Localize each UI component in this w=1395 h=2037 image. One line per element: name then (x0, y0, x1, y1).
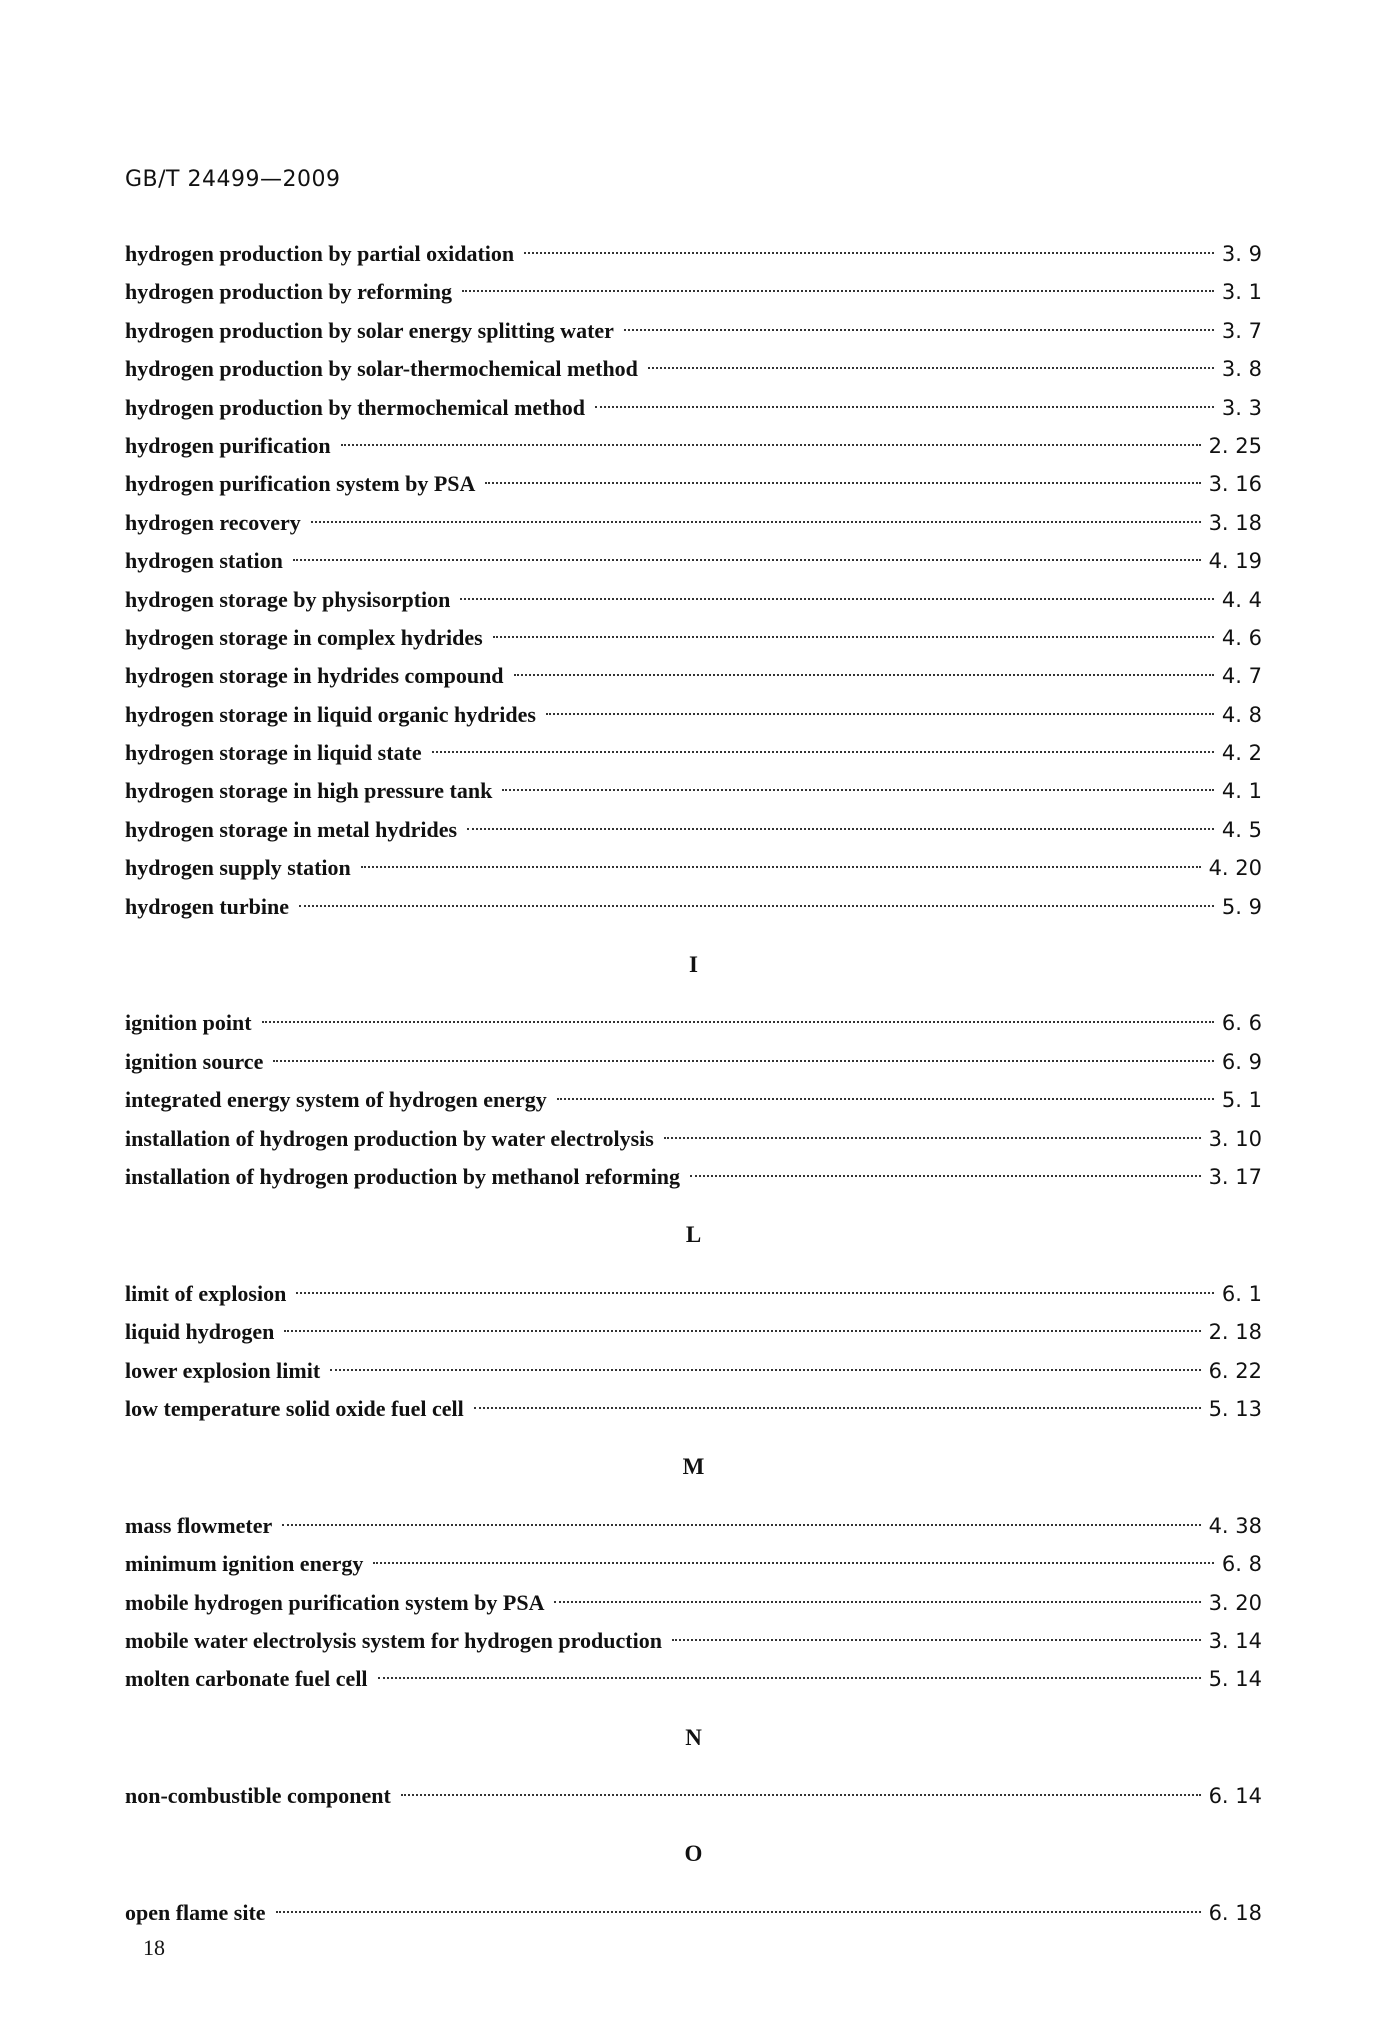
index-term: limit of explosion (125, 1280, 287, 1306)
index-reference: 2. 25 (1208, 433, 1262, 458)
index-reference: 6. 22 (1208, 1358, 1262, 1383)
index-entry (125, 849, 1262, 887)
index-reference: 4. 2 (1221, 741, 1262, 766)
index-entry (125, 811, 1262, 849)
index-reference: 3. 20 (1208, 1590, 1262, 1615)
index-term: installation of hydrogen production by methanol reforming (125, 1163, 680, 1189)
index-term: integrated energy system of hydrogen energy (125, 1087, 547, 1113)
index-reference: 3. 14 (1208, 1628, 1262, 1653)
dot-leader (648, 367, 1214, 369)
dot-leader (690, 1175, 1201, 1177)
index-entry (125, 542, 1262, 580)
section-letter: N (685, 1724, 702, 1750)
index-term: hydrogen purification system by PSA (125, 471, 476, 497)
index-entry (125, 1584, 1262, 1622)
index-reference: 3. 18 (1208, 510, 1262, 535)
dot-leader (401, 1794, 1201, 1796)
index-reference: 3. 17 (1208, 1164, 1262, 1189)
dot-leader (460, 598, 1214, 600)
index-term: molten carbonate fuel cell (125, 1666, 368, 1692)
index-reference: 3. 8 (1221, 357, 1262, 382)
index-reference: 4. 1 (1221, 779, 1262, 804)
section-letter: L (685, 1222, 702, 1248)
index-entry (125, 1120, 1262, 1158)
index-reference: 6. 6 (1221, 1011, 1262, 1036)
index-reference: 3. 10 (1208, 1126, 1262, 1151)
dot-leader (474, 1407, 1201, 1409)
index-term: ignition source (125, 1048, 264, 1074)
index-term: hydrogen storage in liquid organic hydrides (125, 701, 536, 727)
index-term: non-combustible component (125, 1783, 391, 1809)
index-term: hydrogen storage in complex hydrides (125, 624, 483, 650)
index-reference: 4. 8 (1221, 702, 1262, 727)
index-reference: 6. 9 (1221, 1049, 1262, 1074)
dot-leader (262, 1021, 1214, 1023)
index-entry (125, 1545, 1262, 1583)
index-entry (125, 1622, 1262, 1660)
index-entry (125, 888, 1262, 926)
dot-leader (432, 751, 1214, 753)
index-entry (125, 619, 1262, 657)
index-entry (125, 734, 1262, 772)
index-reference: 5. 14 (1208, 1667, 1262, 1692)
dot-leader (554, 1601, 1200, 1603)
index-term: hydrogen turbine (125, 893, 290, 919)
index-term: open flame site (125, 1899, 266, 1925)
dot-leader (557, 1098, 1214, 1100)
dot-leader (373, 1562, 1214, 1564)
index-term: minimum ignition energy (125, 1551, 364, 1577)
index-entry (125, 1004, 1262, 1042)
index-reference: 6. 8 (1221, 1552, 1262, 1577)
index-entry (125, 1390, 1262, 1428)
dot-leader (462, 290, 1214, 292)
index-entry (125, 427, 1262, 465)
index-term: liquid hydrogen (125, 1319, 275, 1345)
index-reference: 5. 13 (1208, 1396, 1262, 1421)
index-reference: 6. 14 (1208, 1784, 1262, 1809)
index-entry (125, 1313, 1262, 1351)
index-reference: 4. 38 (1208, 1513, 1262, 1538)
index-entry (125, 1158, 1262, 1196)
index-term: hydrogen production by reforming (125, 279, 452, 305)
dot-leader (624, 329, 1214, 331)
index-reference: 6. 18 (1208, 1900, 1262, 1925)
dot-leader (296, 1292, 1214, 1294)
dot-leader (546, 713, 1214, 715)
index-entry (125, 1352, 1262, 1390)
index-term: hydrogen storage in high pressure tank (125, 778, 493, 804)
index-reference: 4. 4 (1221, 587, 1262, 612)
index-entry (125, 504, 1262, 542)
index-entry (125, 350, 1262, 388)
index-reference: 4. 19 (1208, 549, 1262, 574)
dot-leader (276, 1911, 1201, 1913)
dot-leader (502, 789, 1214, 791)
index-term: mobile water electrolysis system for hydrogen production (125, 1627, 662, 1653)
dot-leader (293, 559, 1201, 561)
index-entry (125, 235, 1262, 273)
dot-leader (299, 905, 1214, 907)
index-entry (125, 389, 1262, 427)
dot-leader (664, 1137, 1201, 1139)
index-reference: 4. 20 (1208, 856, 1262, 881)
index-entry (125, 312, 1262, 350)
dot-leader (341, 444, 1201, 446)
section-letter: O (684, 1841, 703, 1867)
page-number: 18 (143, 1935, 165, 1960)
index-reference: 3. 3 (1221, 395, 1262, 420)
index-reference: 4. 5 (1221, 817, 1262, 842)
index-term: hydrogen production by solar-thermochemical method (125, 356, 638, 382)
index-reference: 5. 9 (1221, 894, 1262, 919)
index-term: hydrogen storage in metal hydrides (125, 816, 458, 842)
index-entry (125, 1507, 1262, 1545)
index-term: low temperature solid oxide fuel cell (125, 1395, 464, 1421)
index-term: hydrogen production by solar energy splitting water (125, 317, 614, 343)
index-term: hydrogen storage in liquid state (125, 740, 422, 766)
dot-leader (378, 1677, 1201, 1679)
index-term: hydrogen supply station (125, 855, 351, 881)
dot-leader (284, 1330, 1200, 1332)
index-entry (125, 772, 1262, 810)
dot-leader (672, 1639, 1201, 1641)
index-entry (125, 1660, 1262, 1698)
index-entry (125, 1081, 1262, 1119)
index-entry (125, 273, 1262, 311)
index-term: hydrogen production by partial oxidation (125, 241, 515, 266)
dot-leader (282, 1524, 1200, 1526)
dot-leader (330, 1369, 1200, 1371)
section-letter: M (682, 1454, 705, 1480)
index-reference: 3. 9 (1221, 242, 1262, 266)
index-entry (125, 581, 1262, 619)
index-term: hydrogen station (125, 548, 283, 574)
index-reference: 4. 7 (1221, 664, 1262, 689)
dot-leader (273, 1060, 1214, 1062)
dot-leader (524, 252, 1214, 254)
index-term: hydrogen production by thermochemical method (125, 394, 585, 420)
dot-leader (485, 482, 1200, 484)
index-reference: 5. 1 (1221, 1088, 1262, 1113)
index-entry (125, 657, 1262, 695)
index-reference: 3. 1 (1221, 280, 1262, 305)
index-reference: 4. 6 (1221, 625, 1262, 650)
index-reference: 3. 16 (1208, 472, 1262, 497)
index-entry (125, 465, 1262, 503)
index-list (125, 235, 1262, 1932)
index-term: ignition point (125, 1010, 252, 1036)
index-term: mobile hydrogen purification system by PSA (125, 1589, 545, 1615)
index-entry (125, 1043, 1262, 1081)
index-term: hydrogen recovery (125, 509, 301, 535)
dot-leader (595, 406, 1214, 408)
index-term: hydrogen purification (125, 432, 331, 458)
dot-leader (361, 866, 1201, 868)
dot-leader (514, 674, 1214, 676)
dot-leader (493, 636, 1214, 638)
index-term: lower explosion limit (125, 1357, 321, 1383)
index-reference: 3. 7 (1221, 318, 1262, 343)
document-header: GB/T 24499—2009 (125, 167, 341, 192)
index-term: mass flowmeter (125, 1512, 273, 1538)
index-term: hydrogen storage by physisorption (125, 586, 451, 612)
index-entry (125, 696, 1262, 734)
index-term: hydrogen storage in hydrides compound (125, 663, 504, 689)
dot-leader (467, 828, 1214, 830)
index-reference: 6. 1 (1221, 1281, 1262, 1306)
index-entry (125, 1777, 1262, 1815)
index-term: installation of hydrogen production by water electrolysis (125, 1125, 654, 1151)
index-entry (125, 1894, 1262, 1932)
dot-leader (311, 521, 1201, 523)
index-reference: 2. 18 (1208, 1320, 1262, 1345)
section-letter: I (689, 952, 698, 978)
index-entry (125, 1275, 1262, 1313)
